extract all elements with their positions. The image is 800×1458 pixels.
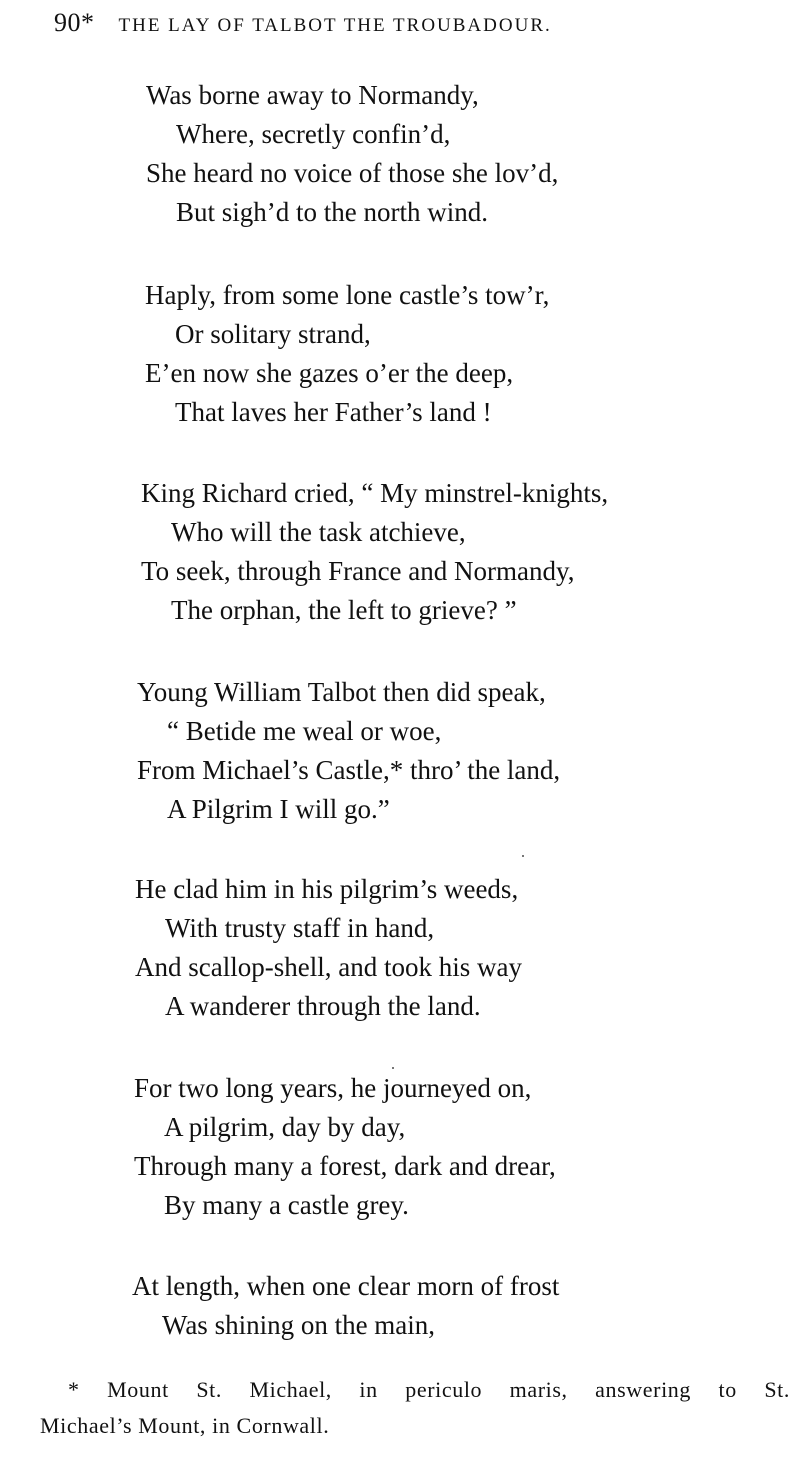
verse-line: Who will the task atchieve,: [171, 517, 466, 547]
verse-line: A wanderer through the land.: [165, 991, 481, 1021]
verse-line: Was borne away to Normandy,: [146, 80, 479, 110]
verse-line: “ Betide me weal or woe,: [167, 716, 442, 746]
stanza-5: [135, 870, 800, 1026]
verse-line: A pilgrim, day by day,: [164, 1112, 406, 1142]
footnote: [40, 1372, 790, 1444]
verse-line: But sigh’d to the north wind.: [176, 197, 488, 227]
verse-line: For two long years, he journeyed on,: [134, 1073, 532, 1103]
print-speck: [392, 1067, 394, 1069]
verse-line: She heard no voice of those she lov’d,: [146, 158, 559, 188]
verse-line: By many a castle grey.: [164, 1190, 409, 1220]
running-title: THE LAY OF TALBOT THE TROUBADOUR.: [118, 15, 552, 36]
verse-line: Through many a forest, dark and drear,: [134, 1151, 556, 1181]
verse-line: Young William Talbot then did speak,: [137, 677, 546, 707]
page-header: [54, 8, 744, 38]
print-speck: [522, 855, 524, 857]
verse-line: Haply, from some lone castle’s tow’r,: [145, 280, 550, 310]
verse-line: He clad him in his pilgrim’s weeds,: [135, 874, 519, 904]
footnote-line: [40, 1372, 790, 1408]
verse-line: And scallop-shell, and took his way: [135, 952, 522, 982]
verse-line: Where, secretly confin’d,: [176, 119, 451, 149]
stanza-4: [137, 673, 800, 829]
stanza-7: [132, 1267, 800, 1345]
verse-line: E’en now she gazes o’er the deep,: [145, 358, 514, 388]
footnote-text: * Mount St. Michael, in periculo maris, answering to St.: [68, 1377, 790, 1402]
verse-line: To seek, through France and Normandy,: [141, 556, 575, 586]
verse-line: At length, when one clear morn of frost: [132, 1271, 560, 1301]
verse-line: A Pilgrim I will go.”: [167, 794, 390, 824]
verse-line: The orphan, the left to grieve? ”: [171, 595, 517, 625]
stanza-2: [145, 276, 800, 432]
verse-line: King Richard cried, “ My minstrel-knights,: [141, 478, 609, 508]
verse-line: Was shining on the main,: [162, 1310, 436, 1340]
stanza-6: [134, 1069, 800, 1225]
stanza-1: [146, 76, 800, 232]
page-number: 90*: [54, 8, 95, 37]
footnote-line: Michael’s Mount, in Cornwall.: [40, 1413, 330, 1438]
verse-line: That laves her Father’s land !: [175, 397, 492, 427]
verse-line: From Michael’s Castle,* thro’ the land,: [137, 755, 561, 785]
stanza-3: [141, 474, 800, 630]
verse-line: With trusty staff in hand,: [165, 913, 435, 943]
verse-line: Or solitary strand,: [175, 319, 371, 349]
